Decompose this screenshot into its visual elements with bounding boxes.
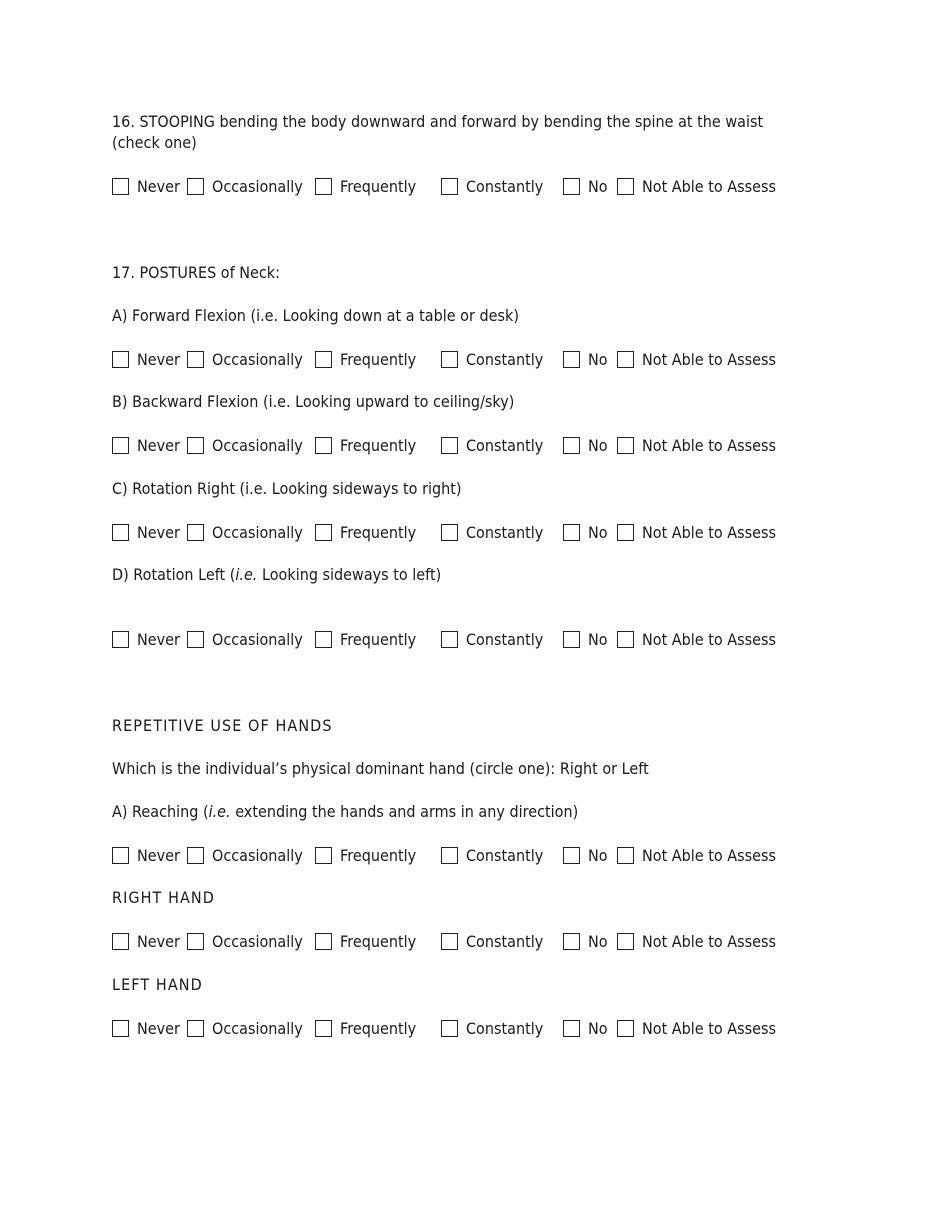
option-frequently[interactable] [315,348,425,370]
option-label: No [588,845,608,865]
option-never[interactable] [112,348,185,370]
checkbox[interactable] [187,524,204,541]
q17-d-options [112,628,812,650]
option-frequently[interactable] [315,521,425,543]
option-label: Occasionally [212,435,303,455]
option-label: Never [137,629,180,649]
option-never[interactable] [112,930,185,952]
checkbox[interactable] [112,437,129,454]
checkbox[interactable] [112,351,129,368]
option-not-able-to-assess[interactable] [617,175,791,197]
q17-b-options [112,434,812,456]
option-label: Constantly [466,931,544,951]
option-label: Occasionally [212,845,303,865]
option-constantly[interactable] [441,930,552,952]
q17-a-text: A) Forward Flexion (i.e. Looking down at a table or desk) [112,306,519,325]
option-label: No [588,435,608,455]
option-label: Constantly [466,845,544,865]
checkbox[interactable] [112,178,129,195]
option-label: Constantly [466,522,544,542]
option-frequently[interactable] [315,930,425,952]
option-frequently[interactable] [315,434,425,456]
checkbox[interactable] [112,1020,129,1037]
option-label: Not Able to Assess [642,435,776,455]
reaching-text [112,801,578,822]
option-constantly[interactable] [441,175,552,197]
option-label: Constantly [466,349,544,369]
q16-options [112,175,812,197]
option-label: No [588,349,608,369]
q17-d-suffix: Looking sideways to left) [257,565,442,584]
q17-c-text: C) Rotation Right (i.e. Looking sideways to right) [112,479,462,498]
option-occasionally[interactable] [187,1017,313,1039]
checkbox[interactable] [617,1020,634,1037]
option-label: Never [137,435,180,455]
checkbox[interactable] [112,933,129,950]
option-label: Not Able to Assess [642,522,776,542]
option-no[interactable] [563,434,610,456]
option-label: Occasionally [212,931,303,951]
checkbox[interactable] [187,178,204,195]
checkbox[interactable] [315,631,332,648]
option-no[interactable] [563,628,610,650]
option-label: Constantly [466,1018,544,1038]
option-label: Frequently [340,931,417,951]
checkbox[interactable] [563,524,580,541]
checkbox[interactable] [187,1020,204,1037]
option-label: Constantly [466,629,544,649]
option-not-able-to-assess[interactable] [617,521,791,543]
q16-instruction: (check one) [112,133,197,152]
checkbox[interactable] [563,847,580,864]
option-never[interactable] [112,175,185,197]
checkbox[interactable] [315,933,332,950]
option-no[interactable] [563,348,610,370]
q17-b-text: B) Backward Flexion (i.e. Looking upward to ceiling/sky) [112,392,515,411]
checkbox[interactable] [187,437,204,454]
option-label: Frequently [340,522,417,542]
option-label: Frequently [340,1018,417,1038]
option-never[interactable] [112,1017,185,1039]
checkbox[interactable] [315,524,332,541]
right-hand-options [112,930,812,952]
q17-c-options [112,521,812,543]
q16-text: 16. STOOPING bending the body downward and forward by bending the spine at the waist [112,112,764,131]
option-label: Frequently [340,629,417,649]
option-label: Not Able to Assess [642,931,776,951]
option-constantly[interactable] [441,844,552,866]
option-label: Not Able to Assess [642,176,776,196]
checkbox[interactable] [563,631,580,648]
option-label: Never [137,845,180,865]
right-hand-label: RIGHT HAND [112,888,215,907]
option-no[interactable] [563,1017,610,1039]
option-label: Frequently [340,349,417,369]
checkbox[interactable] [187,351,204,368]
option-frequently[interactable] [315,1017,425,1039]
left-hand-label: LEFT HAND [112,975,203,994]
option-label: Constantly [466,176,544,196]
option-label: Occasionally [212,629,303,649]
checkbox[interactable] [315,437,332,454]
checkbox[interactable] [563,437,580,454]
option-occasionally[interactable] [187,628,313,650]
option-label: Occasionally [212,176,303,196]
checkbox[interactable] [441,178,458,195]
q17-d-italic: i.e. [235,565,258,584]
checkbox[interactable] [617,351,634,368]
checkbox[interactable] [315,1020,332,1037]
q17-title: 17. POSTURES of Neck: [112,263,280,282]
option-label: Frequently [340,435,417,455]
checkbox[interactable] [441,351,458,368]
checkbox[interactable] [187,933,204,950]
checkbox[interactable] [617,847,634,864]
option-frequently[interactable] [315,628,425,650]
checkbox[interactable] [187,847,204,864]
option-label: No [588,629,608,649]
hands-section-title: REPETITIVE USE OF HANDS [112,716,333,735]
checkbox[interactable] [441,847,458,864]
option-never[interactable] [112,434,185,456]
option-occasionally[interactable] [187,348,313,370]
option-frequently[interactable] [315,844,425,866]
reaching-prefix: A) Reaching ( [112,802,209,821]
checkbox[interactable] [563,351,580,368]
checkbox[interactable] [187,631,204,648]
option-constantly[interactable] [441,1017,552,1039]
option-not-able-to-assess[interactable] [617,930,791,952]
option-label: Not Able to Assess [642,845,776,865]
option-label: Never [137,176,180,196]
option-label: Never [137,931,180,951]
option-never[interactable] [112,844,185,866]
option-occasionally[interactable] [187,930,313,952]
option-label: Not Able to Assess [642,1018,776,1038]
q17-d-prefix: D) Rotation Left ( [112,565,236,584]
option-not-able-to-assess[interactable] [617,434,791,456]
left-hand-options [112,1017,812,1039]
option-constantly[interactable] [441,434,552,456]
option-frequently[interactable] [315,175,425,197]
option-label: Frequently [340,845,417,865]
q17-d-text [112,564,441,585]
checkbox[interactable] [441,933,458,950]
option-constantly[interactable] [441,628,552,650]
option-occasionally[interactable] [187,521,313,543]
reaching-options [112,844,812,866]
checkbox[interactable] [112,524,129,541]
q17-a-options [112,348,812,370]
option-no[interactable] [563,521,610,543]
reaching-suffix: extending the hands and arms in any direction) [230,802,579,821]
option-never[interactable] [112,521,185,543]
checkbox[interactable] [315,847,332,864]
checkbox[interactable] [563,1020,580,1037]
checkbox[interactable] [441,437,458,454]
option-label: No [588,1018,608,1038]
option-occasionally[interactable] [187,434,313,456]
option-not-able-to-assess[interactable] [617,348,791,370]
option-label: Never [137,522,180,542]
option-not-able-to-assess[interactable] [617,1017,791,1039]
option-label: No [588,522,608,542]
checkbox[interactable] [112,847,129,864]
checkbox[interactable] [563,178,580,195]
option-label: Occasionally [212,1018,303,1038]
option-label: Never [137,1018,180,1038]
option-constantly[interactable] [441,521,552,543]
checkbox[interactable] [441,631,458,648]
option-label: Occasionally [212,522,303,542]
option-no[interactable] [563,844,610,866]
checkbox[interactable] [441,1020,458,1037]
option-label: Frequently [340,176,417,196]
checkbox[interactable] [617,437,634,454]
checkbox[interactable] [563,933,580,950]
reaching-italic: i.e. [208,802,231,821]
option-label: Occasionally [212,349,303,369]
option-label: No [588,176,608,196]
checkbox[interactable] [617,933,634,950]
option-occasionally[interactable] [187,844,313,866]
checkbox[interactable] [315,178,332,195]
option-label: Not Able to Assess [642,349,776,369]
checkbox[interactable] [617,631,634,648]
option-label: Never [137,349,180,369]
option-not-able-to-assess[interactable] [617,844,791,866]
option-label: No [588,931,608,951]
dominant-hand-question: Which is the individual’s physical dominant hand (circle one): Right or Left [112,759,649,778]
option-label: Not Able to Assess [642,629,776,649]
option-no[interactable] [563,175,610,197]
checkbox[interactable] [617,524,634,541]
checkbox[interactable] [441,524,458,541]
checkbox[interactable] [315,351,332,368]
option-not-able-to-assess[interactable] [617,628,791,650]
option-constantly[interactable] [441,348,552,370]
checkbox[interactable] [112,631,129,648]
option-label: Constantly [466,435,544,455]
option-no[interactable] [563,930,610,952]
option-occasionally[interactable] [187,175,313,197]
option-never[interactable] [112,628,185,650]
checkbox[interactable] [617,178,634,195]
